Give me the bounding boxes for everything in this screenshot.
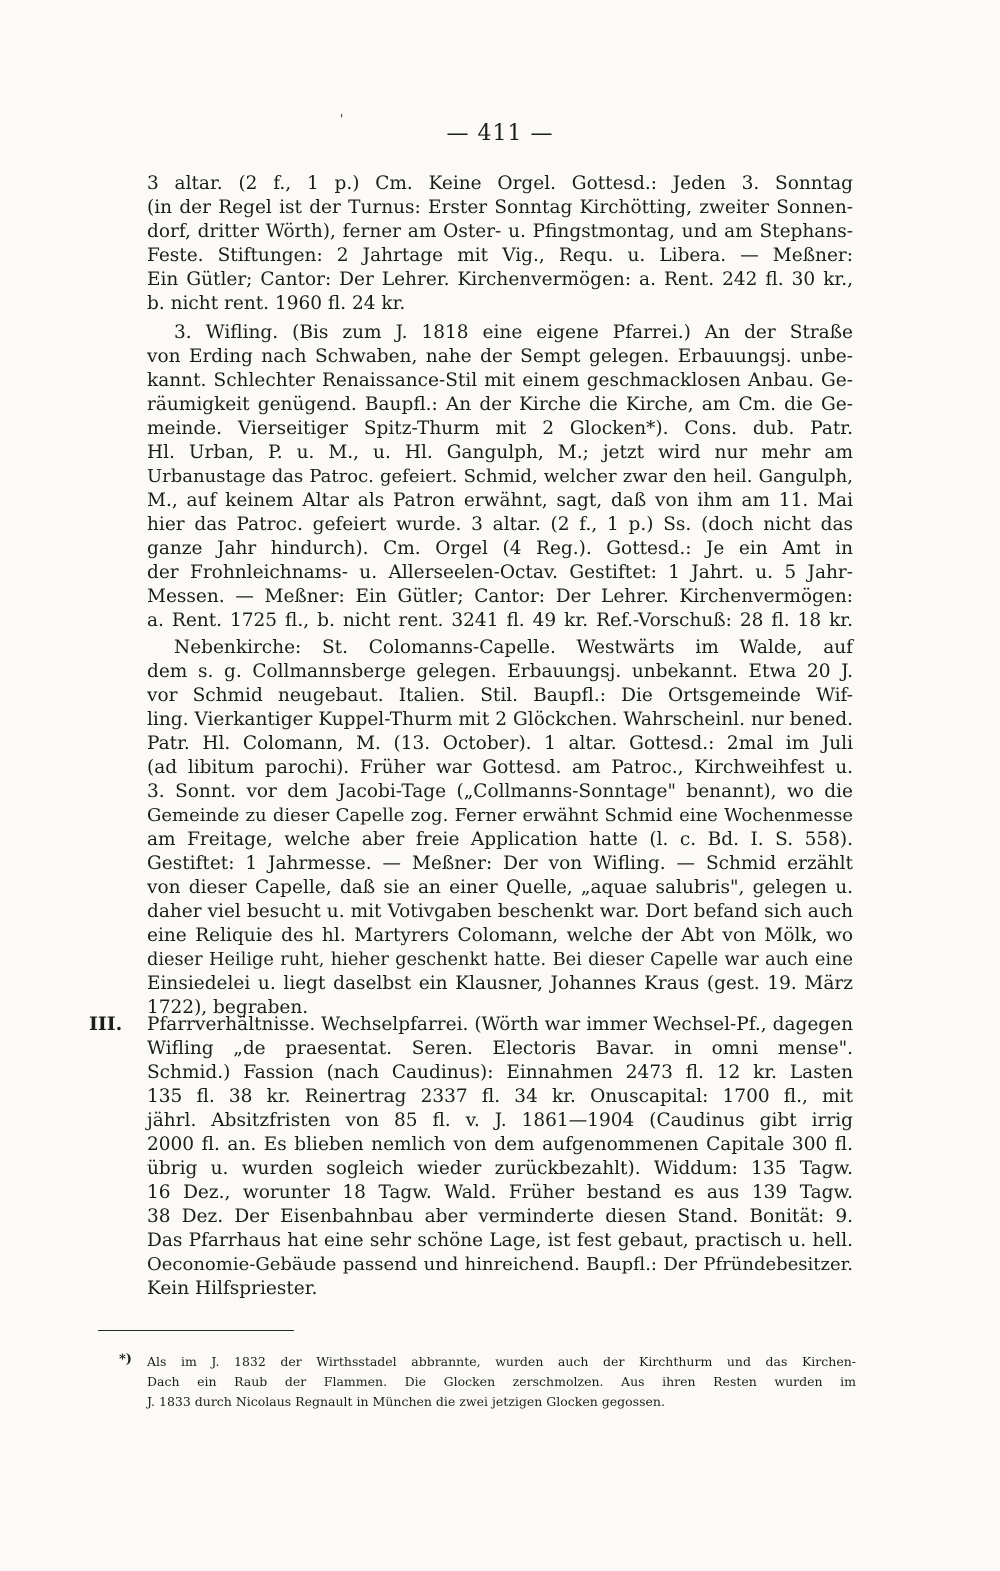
text-line: übrig u. wurden sogleich wieder zurückbezahlt). Widdum: 135 Tagw. [147,1158,853,1179]
text-line: 2000 fl. an. Es blieben nemlich von dem aufgenommenen Capitale 300 fl. [147,1134,853,1155]
text-line: der Frohnleichnams- u. Allerseelen-Octav. Gestiftet: 1 Jahrt. u. 5 Jahr- [147,562,853,583]
text-line: kannt. Schlechter Renaissance-Stil mit einem geschmacklosen Anbau. Ge- [147,370,853,391]
text-line: (ad libitum parochi). Früher war Gottesd. am Patroc., Kirchweihfest u. [147,757,853,778]
text-line: daher viel besucht u. mit Votivgaben beschenkt war. Dort befand sich auch [147,901,853,922]
text-line: am Freitage, welche aber freie Application hatte (l. c. Bd. I. S. 558). [147,829,853,850]
text-line: Das Pfarrhaus hat eine sehr schöne Lage, ist fest gebaut, practisch u. hell. [147,1230,853,1251]
text-line: Pfarrverhältnisse. Wechselpfarrei. (Wörth war immer Wechsel-Pf., dagegen [147,1014,853,1035]
text-line: Hl. Urban, P. u. M., u. Hl. Gangulph, M.; jetzt wird nur mehr am [147,442,853,463]
text-line: (in der Regel ist der Turnus: Erster Sonntag Kirchötting, zweiter Sonnen- [147,197,853,218]
text-line: von Erding nach Schwaben, nahe der Sempt gelegen. Erbauungsj. unbe- [147,346,853,367]
text-line: dieser Heilige ruht, hieher geschenkt hatte. Bei dieser Capelle war auch eine [147,950,853,970]
text-line: meinde. Vierseitiger Spitz-Thurm mit 2 Glocken*). Cons. dub. Patr. [147,418,853,439]
text-line: jährl. Absitzfristen von 85 fl. v. J. 1861—1904 (Caudinus gibt irrig [147,1110,853,1131]
page-number: — 411 — [446,121,554,146]
text-line: von dieser Capelle, daß sie an einer Quelle, „aquae salubris", gelegen u. [147,877,853,898]
text-line: Gemeinde zu dieser Capelle zog. Ferner erwähnt Schmid eine Wochenmesse [147,805,853,826]
text-line: 1722), begraben. [147,997,309,1018]
footnote-line: Dach ein Raub der Flammen. Die Glocken zerschmolzen. Aus ihren Resten wurden im [147,1374,856,1389]
text-line: b. nicht rent. 1960 fl. 24 kr. [147,293,406,314]
footnote-line: J. 1833 durch Nicolaus Regnault in München die zwei jetzigen Glocken gegossen. [147,1394,665,1409]
text-line: Wifling „de praesentat. Seren. Electoris Bavar. in omni mense". [147,1038,853,1059]
text-line: Schmid.) Fassion (nach Caudinus): Einnahmen 2473 fl. 12 kr. Lasten [147,1062,853,1083]
text-line: 16 Dez., worunter 18 Tagw. Wald. Früher bestand es aus 139 Tagw. [147,1182,853,1203]
text-line: vor Schmid neugebaut. Italien. Stil. Baupfl.: Die Ortsgemeinde Wif- [147,685,853,706]
text-line: dorf, dritter Wörth), ferner am Oster- u. Pfingstmontag, und am Stephans- [147,221,853,242]
text-line: Nebenkirche: St. Colomanns-Capelle. Westwärts im Walde, auf [174,637,853,658]
text-line: M., auf keinem Altar als Patron erwähnt, sagt, daß von ihm am 11. Mai [147,490,853,511]
footnote-line: Als im J. 1832 der Wirthsstadel abbrannte, wurden auch der Kirchthurm und das Kirchen- [147,1354,856,1369]
text-line: Messen. — Meßner: Ein Gütler; Cantor: Der Lehrer. Kirchenvermögen: [147,586,853,607]
text-line: 3. Sonnt. vor dem Jacobi-Tage („Collmanns-Sonntage" benannt), wo die [147,781,853,802]
text-line: hier das Patroc. gefeiert wurde. 3 altar. (2 f., 1 p.) Ss. (doch nicht das [147,514,853,535]
text-line: dem s. g. Collmannsberge gelegen. Erbauungsj. unbekannt. Etwa 20 J. [147,661,853,682]
section-number: III. [89,1013,123,1035]
footnote-divider [98,1330,294,1331]
text-line: 3. Wifling. (Bis zum J. 1818 eine eigene Pfarrei.) An der Straße [174,322,853,343]
text-line: Urbanustage das Patroc. gefeiert. Schmid, welcher zwar den heil. Gangulph, [147,466,853,487]
footnote-marker: *) [119,1352,132,1367]
text-line: 38 Dez. Der Eisenbahnbau aber verminderte diesen Stand. Bonität: 9. [147,1206,853,1227]
text-line: Oeconomie-Gebäude passend und hinreichend. Baupfl.: Der Pfründebesitzer. [147,1254,853,1275]
text-line: a. Rent. 1725 fl., b. nicht rent. 3241 fl. 49 kr. Ref.-Vorschuß: 28 fl. 18 kr. [147,610,853,631]
text-line: räumigkeit genügend. Baupfl.: An der Kirche die Kirche, am Cm. die Ge- [147,394,853,415]
text-line: Feste. Stiftungen: 2 Jahrtage mit Vig., Requ. u. Libera. — Meßner: [147,245,853,266]
text-line: Einsiedelei u. liegt daselbst ein Klausner, Johannes Kraus (gest. 19. März [147,973,853,994]
text-line: Kein Hilfspriester. [147,1278,318,1299]
text-line: Ein Gütler; Cantor: Der Lehrer. Kirchenvermögen: a. Rent. 242 fl. 30 kr., [147,269,853,290]
text-line: ganze Jahr hindurch). Cm. Orgel (4 Reg.). Gottesd.: Je ein Amt in [147,538,853,559]
text-line: eine Reliquie des hl. Martyrers Colomann, welche der Abt von Mölk, wo [147,925,853,946]
text-line: 135 fl. 38 kr. Reinertrag 2337 fl. 34 kr. Onuscapital: 1700 fl., mit [147,1086,853,1107]
stray-mark: ' [340,112,344,126]
text-line: ling. Vierkantiger Kuppel-Thurm mit 2 Glöckchen. Wahrscheinl. nur bened. [147,709,853,730]
text-line: Patr. Hl. Colomann, M. (13. October). 1 altar. Gottesd.: 2mal im Juli [147,733,853,754]
text-line: 3 altar. (2 f., 1 p.) Cm. Keine Orgel. Gottesd.: Jeden 3. Sonntag [147,173,853,194]
text-line: Gestiftet: 1 Jahrmesse. — Meßner: Der von Wifling. — Schmid erzählt [147,853,853,874]
